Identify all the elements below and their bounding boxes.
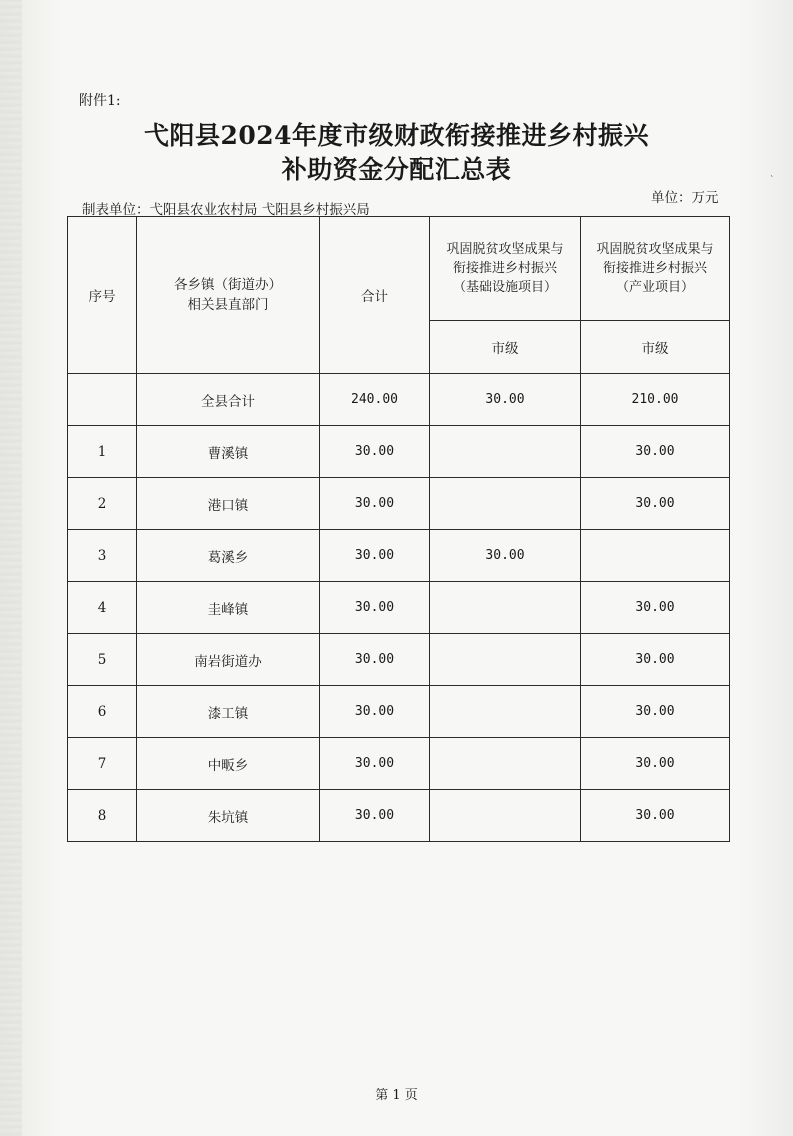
cell-industry	[581, 530, 730, 582]
cell-total: 240.00	[320, 374, 430, 426]
header-infrastructure-city: 市级	[430, 321, 581, 374]
table-row	[68, 738, 730, 790]
cell-industry: 30.00	[581, 478, 730, 530]
cell-industry: 30.00	[581, 634, 730, 686]
cell-industry: 30.00	[581, 686, 730, 738]
header-total: 合计	[320, 217, 430, 374]
page-number: 第 1 页	[375, 1088, 418, 1103]
cell-seq: 1	[68, 426, 137, 478]
cell-total: 30.00	[320, 426, 430, 478]
cell-total: 30.00	[320, 738, 430, 790]
cell-name: 中畈乡	[137, 738, 320, 790]
cell-name: 圭峰镇	[137, 582, 320, 634]
cell-total: 30.00	[320, 478, 430, 530]
cell-infra	[430, 738, 581, 790]
cell-infra	[430, 582, 581, 634]
header-industry-city: 市级	[581, 321, 730, 374]
table-row	[68, 634, 730, 686]
document-title-line1: 弋阳县2024年度市级财政衔接推进乡村振兴	[143, 121, 650, 150]
table-header-row	[68, 217, 730, 321]
cell-infra	[430, 686, 581, 738]
cell-seq: 4	[68, 582, 137, 634]
header-industry: 巩固脱贫攻坚成果与 衔接推进乡村振兴 （产业项目）	[581, 217, 730, 321]
cell-infra	[430, 478, 581, 530]
cell-industry: 30.00	[581, 790, 730, 842]
cell-seq: 8	[68, 790, 137, 842]
cell-seq	[68, 374, 137, 426]
document-title-line2: 补助资金分配汇总表	[281, 155, 512, 184]
table-row	[68, 790, 730, 842]
cell-name: 曹溪镇	[137, 426, 320, 478]
cell-seq: 2	[68, 478, 137, 530]
cell-name: 南岩街道办	[137, 634, 320, 686]
cell-infra	[430, 790, 581, 842]
maker-unit: 制表单位：弋阳县农业农村局 弋阳县乡村振兴局	[82, 202, 370, 218]
cell-infra: 30.00	[430, 530, 581, 582]
cell-name: 港口镇	[137, 478, 320, 530]
cell-infra: 30.00	[430, 374, 581, 426]
attachment-label: 附件1:	[79, 93, 121, 109]
cell-seq: 3	[68, 530, 137, 582]
header-town: 各乡镇（街道办） 相关县直部门	[137, 217, 320, 374]
cell-seq: 6	[68, 686, 137, 738]
table-row	[68, 426, 730, 478]
header-seq: 序号	[68, 217, 137, 374]
cell-industry: 30.00	[581, 582, 730, 634]
cell-industry: 210.00	[581, 374, 730, 426]
table-row-summary	[68, 374, 730, 426]
currency-unit: 单位：万元	[651, 190, 719, 206]
cell-total: 30.00	[320, 582, 430, 634]
table-row	[68, 478, 730, 530]
cell-total: 30.00	[320, 530, 430, 582]
cell-seq: 5	[68, 634, 137, 686]
table-row	[68, 686, 730, 738]
cell-name: 朱坑镇	[137, 790, 320, 842]
cell-name: 漆工镇	[137, 686, 320, 738]
cell-name: 全县合计	[137, 374, 320, 426]
cell-total: 30.00	[320, 634, 430, 686]
cell-industry: 30.00	[581, 738, 730, 790]
cell-seq: 7	[68, 738, 137, 790]
cell-infra	[430, 634, 581, 686]
cell-total: 30.00	[320, 790, 430, 842]
cell-industry: 30.00	[581, 426, 730, 478]
cell-total: 30.00	[320, 686, 430, 738]
table-row	[68, 582, 730, 634]
cell-name: 葛溪乡	[137, 530, 320, 582]
header-infrastructure: 巩固脱贫攻坚成果与 衔接推进乡村振兴 （基础设施项目）	[430, 217, 581, 321]
scan-mark: `	[770, 176, 775, 186]
table-row	[68, 530, 730, 582]
allocation-table	[67, 216, 730, 842]
cell-infra	[430, 426, 581, 478]
